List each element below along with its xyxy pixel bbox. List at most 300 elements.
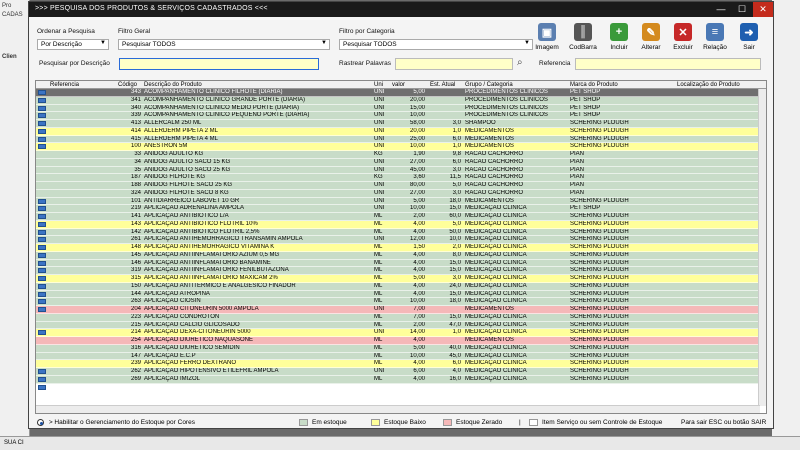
cell-uni: ML (374, 267, 383, 274)
cell-valor: 10,00 (409, 205, 425, 212)
cell-codigo: 148 (130, 244, 141, 250)
incluir-button[interactable] (603, 23, 635, 65)
background-app-sidebar (0, 0, 30, 450)
cell-marca: SCHERING PLOUGH (570, 375, 629, 382)
legend-in-stock-label: Em estoque (312, 419, 347, 427)
cell-codigo: 261 (130, 236, 141, 243)
cell-descricao: APLICAÇÃO IMIZOL (144, 375, 201, 382)
cell-valor: 20,00 (409, 127, 425, 134)
table-row[interactable] (36, 298, 766, 306)
cell-codigo: 319 (130, 267, 141, 274)
cell-grupo: MEDICAÇÃO CLINICA (465, 220, 527, 227)
product-image-icon (38, 377, 46, 382)
cell-grupo: PROCEDIMENTOS CLINICOS (465, 89, 548, 95)
cell-marca: PIAN (570, 151, 585, 157)
cell-descricao: APLICAÇÃO FERRO DEXTRANO (144, 360, 237, 367)
cell-uni: ML (374, 360, 383, 367)
cell-codigo: 262 (130, 368, 141, 374)
table-row[interactable] (36, 167, 766, 175)
cell-descricao: APLICAÇÃO ANTIBIOTICO L/A (144, 213, 229, 219)
legend-no-control-label: Item Serviço ou sem Controle de Estoque (542, 419, 663, 427)
cell-uni: UNI (374, 89, 385, 95)
cell-uni: ML (374, 344, 383, 351)
cell-codigo: 315 (130, 275, 141, 281)
category-filter-select[interactable] (339, 39, 533, 50)
table-row[interactable] (36, 205, 766, 213)
cell-grupo: RACAO CACHORRO (465, 189, 524, 196)
product-image-icon (38, 385, 46, 390)
products-grid (35, 80, 767, 414)
exit-hint: Para sair ESC ou botão SAIR (681, 419, 767, 426)
cell-grupo: RACAO CACHORRO (465, 166, 524, 173)
table-row[interactable] (36, 159, 766, 167)
cell-valor: 27,00 (409, 158, 425, 165)
table-row[interactable] (36, 291, 766, 299)
cell-grupo: PROCEDIMENTOS CLINICOS (465, 104, 548, 111)
cell-descricao: ACOMPANHAMENTO CLINICO PEQUENO PORTE (DIARIA) (144, 112, 310, 119)
cell-grupo: MEDICAMENTOS (465, 127, 514, 134)
cell-uni: ML (374, 251, 383, 258)
cell-estoque: 40,0 (449, 344, 461, 351)
cell-codigo: 100 (130, 143, 141, 150)
minimize-button[interactable]: — (716, 4, 726, 14)
column-header[interactable]: Localização do Produto (677, 82, 740, 88)
table-row[interactable] (36, 151, 766, 159)
cell-codigo: 187 (130, 174, 141, 181)
image-icon: ▣ (538, 23, 556, 41)
background-menu-item: CADAS (2, 12, 23, 18)
legend-zero-stock (443, 419, 502, 426)
table-row[interactable] (36, 267, 766, 275)
cell-uni: ML (374, 298, 383, 305)
cell-grupo: MEDICAÇÃO CLINICA (465, 244, 527, 250)
cell-codigo: 339 (130, 112, 141, 119)
cell-uni: UNI (374, 182, 385, 188)
cell-uni: ML (374, 220, 383, 227)
cell-grupo: MEDICAMENTOS (465, 135, 514, 142)
cell-uni: UNI (374, 143, 385, 150)
cell-descricao: APLICAÇÃO ATROPINA (144, 290, 210, 297)
table-row[interactable] (36, 306, 766, 314)
chevron-down-icon: ▼ (321, 40, 327, 46)
product-image-icon (38, 253, 46, 258)
cell-codigo: 144 (130, 290, 141, 297)
table-row[interactable] (36, 213, 766, 221)
cell-valor: 4,00 (413, 360, 425, 367)
order-select[interactable] (37, 39, 109, 50)
cell-grupo: MEDICAÇÃO CLINICA (465, 360, 527, 367)
cell-uni: UNI (374, 205, 385, 212)
cell-grupo: MEDICAÇÃO CLINICA (465, 375, 527, 382)
product-image-icon (38, 214, 46, 219)
grid-header (36, 81, 766, 89)
cell-valor: 27,00 (409, 189, 425, 196)
cell-estoque: 4,0 (452, 368, 461, 374)
grid-body (36, 89, 766, 391)
cell-estoque: 2,0 (452, 244, 461, 250)
product-image-icon (38, 261, 46, 266)
column-header[interactable]: Código (118, 82, 138, 88)
cell-estoque: 15,0 (449, 313, 461, 320)
cell-grupo: PROCEDIMENTOS CLINICOS (465, 112, 548, 119)
cell-marca: SCHERING PLOUGH (570, 337, 629, 343)
cell-valor: 4,00 (413, 337, 425, 343)
cell-valor: 4,00 (413, 220, 425, 227)
table-row[interactable] (36, 345, 766, 353)
table-row[interactable] (36, 198, 766, 206)
barcode-icon: ║ (574, 23, 592, 41)
cell-grupo: MEDICAMENTOS (465, 337, 514, 343)
cell-marca: SCHERING PLOUGH (570, 236, 629, 243)
cell-estoque: 60,0 (449, 213, 461, 219)
column-header[interactable]: Grupo / Categoria (465, 82, 513, 88)
cell-descricao: ANIDOG FILHOTE SACO 25 KG (144, 182, 233, 188)
table-row[interactable] (36, 376, 766, 384)
cell-valor: 4,00 (413, 228, 425, 235)
order-select-value: Por Descrição (41, 41, 82, 48)
cell-descricao: ANIDOG ADULTO SACO 25 KG (144, 166, 231, 173)
cell-valor: 10,00 (409, 298, 425, 305)
cell-valor: 5,00 (413, 344, 425, 351)
column-header[interactable]: Est. Atual (430, 82, 456, 88)
cell-grupo: MEDICAÇÃO CLINICA (465, 251, 527, 258)
product-image-icon (38, 121, 46, 126)
horizontal-scrollbar[interactable] (36, 405, 760, 413)
cell-estoque: 5,0 (452, 182, 461, 188)
cell-descricao: APLICAÇÃO ANTIINFLAMATORIO AZIUM 0,5 MG (144, 251, 280, 258)
edit-icon: ✎ (642, 23, 660, 41)
codbarra-button[interactable] (567, 23, 599, 65)
general-filter-select[interactable] (118, 39, 330, 50)
cell-valor: 14,00 (409, 329, 425, 336)
cell-descricao: APLICAÇÃO ADRENALINA AMPOLA (144, 205, 245, 212)
cell-grupo: RACAO CACHORRO (465, 174, 524, 181)
cell-uni: UNI (374, 197, 385, 204)
cell-estoque: 6,0 (452, 360, 461, 367)
cell-descricao: ALLERDERM PIPETA 4 ML (144, 135, 218, 142)
cell-grupo: MEDICAÇÃO CLINICA (465, 329, 527, 336)
table-row[interactable] (36, 174, 766, 182)
cell-descricao: ANIDOG FILHOTE SACO 8 KG (144, 189, 229, 196)
table-row[interactable] (36, 337, 766, 345)
cell-marca: SCHERING PLOUGH (570, 329, 629, 336)
cell-estoque: 3,0 (452, 189, 461, 196)
delete-icon: ✕ (674, 23, 692, 41)
cell-uni: UNI (374, 166, 385, 173)
cell-uni: UNI (374, 158, 385, 165)
table-row[interactable] (36, 260, 766, 268)
column-header[interactable]: Marca do Produto (570, 82, 618, 88)
table-row[interactable] (36, 384, 766, 392)
product-image-icon (38, 90, 46, 95)
cell-grupo: MEDICAMENTOS (465, 306, 514, 312)
filter-panel (29, 17, 773, 80)
cell-uni: UNI (374, 135, 385, 142)
table-row[interactable] (36, 329, 766, 337)
cell-codigo: 415 (130, 135, 141, 142)
cell-uni: ML (374, 259, 383, 266)
rela-o-button[interactable] (699, 23, 731, 65)
product-image-icon (38, 222, 46, 227)
cell-uni: UNI (374, 96, 385, 103)
cell-descricao: APLICAÇÃO CONDROTON (144, 313, 220, 320)
cell-valor: 5,00 (413, 275, 425, 281)
cell-marca: SCHERING PLOUGH (570, 220, 629, 227)
table-row[interactable] (36, 190, 766, 198)
cell-valor: 20,00 (409, 96, 425, 103)
table-row[interactable] (36, 97, 766, 105)
cell-valor: 4,00 (413, 290, 425, 297)
cell-valor: 3,60 (413, 174, 425, 181)
cell-estoque: 9,8 (452, 151, 461, 157)
cell-uni: UNI (374, 236, 385, 243)
excluir-button[interactable] (667, 23, 699, 65)
category-filter-label: Filtro por Categoria (339, 28, 395, 35)
cell-codigo: 413 (130, 120, 141, 126)
column-header[interactable]: valor (392, 82, 406, 88)
close-button[interactable]: ✕ (753, 2, 773, 17)
search-words-label: Rastrear Palavras (339, 60, 392, 67)
search-words-input[interactable] (395, 58, 513, 70)
cell-marca: SCHERING PLOUGH (570, 197, 629, 204)
cell-marca: PIAN (570, 189, 585, 196)
table-row[interactable] (36, 353, 766, 361)
cell-descricao: ACOMPANHAMENTO CLINICO MEDIO PORTE (DIARIA) (144, 104, 300, 111)
chevron-down-icon: ▼ (100, 40, 106, 46)
toolbar-button-label: Excluir (673, 44, 693, 51)
background-status-text: SUA CI (4, 440, 24, 446)
cell-marca: SCHERING PLOUGH (570, 135, 629, 142)
product-image-icon (38, 199, 46, 204)
cell-descricao: ALLERCALM 250 ML (144, 120, 202, 126)
legend-zero-stock-label: Estoque Zerado (456, 419, 503, 427)
table-row[interactable] (36, 229, 766, 237)
cell-valor: 2,00 (413, 321, 425, 328)
cell-uni: ML (374, 228, 383, 235)
cell-codigo: 269 (130, 375, 141, 382)
cell-marca: SCHERING PLOUGH (570, 282, 629, 289)
table-row[interactable] (36, 105, 766, 113)
cell-grupo: MEDICAMENTOS (465, 143, 514, 150)
cell-valor: 2,00 (413, 213, 425, 219)
general-filter-value: Pesquisar TODOS (122, 41, 176, 48)
cell-uni: ML (374, 290, 383, 297)
cell-grupo: MEDICAMENTOS (465, 197, 514, 204)
product-image-icon (38, 230, 46, 235)
cell-estoque: 6,0 (452, 158, 461, 165)
cell-descricao: APLICAÇÃO HIPOTENSIVO ETILEFRIL AMPOLA (144, 368, 279, 374)
cell-estoque: 1,0 (452, 127, 461, 134)
cell-marca: SCHERING PLOUGH (570, 251, 629, 258)
cell-valor: 10,00 (409, 112, 425, 119)
cell-valor: 12,00 (409, 236, 425, 243)
product-image-icon (38, 245, 46, 250)
cell-uni: ML (374, 321, 383, 328)
cell-grupo: MEDICAÇÃO CLINICA (465, 259, 527, 266)
cell-estoque: 16,0 (449, 375, 461, 382)
cell-descricao: ANIDOG FILHOTE KG (144, 174, 206, 181)
cell-uni: KG (374, 174, 383, 181)
table-row[interactable] (36, 221, 766, 229)
cell-codigo: 143 (130, 220, 141, 227)
table-row[interactable] (36, 128, 766, 136)
background-menu-item: Clien (2, 54, 17, 60)
imagem-button[interactable] (531, 23, 563, 65)
cell-descricao: APLICAÇÃO DEXA-CITONEURIN 5000 (144, 329, 251, 336)
table-row[interactable] (36, 322, 766, 330)
cell-valor: 1,90 (413, 151, 425, 157)
radio-selected-icon[interactable] (37, 419, 44, 426)
color-legend (29, 416, 773, 430)
table-row[interactable] (36, 120, 766, 128)
cell-descricao: ANIDOG ADULTO SACO 15 KG (144, 158, 231, 165)
table-row[interactable] (36, 244, 766, 252)
cell-descricao: APLICAÇÃO ANTIBIOTICO FLOTRIL 10% (144, 220, 258, 227)
table-row[interactable] (36, 360, 766, 368)
table-row[interactable] (36, 236, 766, 244)
cell-estoque: 15,0 (449, 267, 461, 274)
maximize-button[interactable]: ☐ (737, 4, 747, 14)
column-header[interactable]: Descrição do Produto (144, 82, 202, 88)
table-row[interactable] (36, 252, 766, 260)
cell-estoque: 24,0 (449, 282, 461, 289)
product-search-window (28, 1, 774, 429)
vertical-scrollbar[interactable] (758, 89, 766, 406)
product-image-icon (38, 330, 46, 335)
cell-descricao: ANIDOG ADULTO KG (144, 151, 204, 157)
cell-marca: PET SHOP (570, 112, 601, 119)
cell-descricao: ACOMPANHAMENTO CLINICO GRANDE PORTE (DIARIA) (144, 96, 306, 103)
cell-uni: ML (374, 244, 383, 250)
cell-marca: SCHERING PLOUGH (570, 213, 629, 219)
toolbar-button-label: Alterar (641, 44, 661, 51)
cell-marca: PET SHOP (570, 96, 601, 103)
cell-uni: UNI (374, 189, 385, 196)
cell-valor: 45,00 (409, 166, 425, 173)
toolbar-button-label: Sair (743, 44, 755, 51)
cell-grupo: PROCEDIMENTOS CLINICOS (465, 96, 548, 103)
cell-descricao: APLICAÇÃO E.C.P (144, 352, 196, 359)
table-row[interactable] (36, 283, 766, 291)
cell-codigo: 146 (130, 259, 141, 266)
cell-estoque: 6,0 (452, 135, 461, 142)
enable-color-option[interactable] (37, 419, 195, 426)
table-row[interactable] (36, 368, 766, 376)
cell-marca: SCHERING PLOUGH (570, 368, 629, 374)
background-app-right (772, 0, 800, 450)
cell-valor: 6,00 (413, 368, 425, 374)
cell-grupo: MEDICAÇÃO CLINICA (465, 298, 527, 305)
chevron-down-icon: ▼ (524, 40, 530, 46)
toolbar-button-label: Incluir (610, 44, 628, 51)
cell-estoque: 15,0 (449, 259, 461, 266)
cell-estoque: 5,0 (452, 220, 461, 227)
alterar-button[interactable] (635, 23, 667, 65)
product-image-icon (38, 106, 46, 111)
column-header[interactable]: Referencia (50, 82, 80, 88)
cell-uni: ML (374, 275, 383, 281)
cell-codigo: 215 (130, 321, 141, 328)
cell-marca: SCHERING PLOUGH (570, 275, 629, 281)
table-row[interactable] (36, 112, 766, 120)
cell-valor: 10,00 (409, 143, 425, 150)
cell-valor: 15,00 (409, 104, 425, 111)
cell-codigo: 145 (130, 251, 141, 258)
cell-grupo: RACAO CACHORRO (465, 151, 524, 157)
cell-estoque: 47,0 (449, 321, 461, 328)
cell-descricao: APLICAÇÃO ANTIBIOTICO FLOTRIL 2,5% (144, 228, 260, 235)
table-row[interactable] (36, 136, 766, 144)
cell-valor: 58,00 (409, 120, 425, 126)
table-row[interactable] (36, 143, 766, 151)
table-row[interactable] (36, 275, 766, 283)
cell-marca: SCHERING PLOUGH (570, 313, 629, 320)
green-swatch (299, 419, 308, 426)
cell-marca: SCHERING PLOUGH (570, 259, 629, 266)
product-image-icon (38, 369, 46, 374)
magnifier-icon[interactable]: ⌕ (517, 57, 523, 68)
cell-codigo: 340 (130, 104, 141, 111)
cell-valor: 7,00 (413, 306, 425, 312)
cell-descricao: APLICAÇÃO ANTITÉRMICO E ANALGÉSICO FINADOR (144, 282, 296, 289)
cell-descricao: APLICAÇÃO ANTIHEMORRAGICO VITAMINA K (144, 244, 275, 250)
cell-marca: SCHERING PLOUGH (570, 352, 629, 359)
cell-grupo: MEDICAÇÃO CLINICA (465, 352, 527, 359)
cell-marca: PIAN (570, 158, 585, 165)
cell-codigo: 341 (130, 96, 141, 103)
cell-estoque: 1,0 (452, 329, 461, 336)
cell-grupo: MEDICAÇÃO CLINICA (465, 267, 527, 274)
cell-descricao: APLICAÇÃO DIURETICO SEMIDIN (144, 344, 240, 351)
cell-valor: 80,00 (409, 182, 425, 188)
cell-codigo: 223 (130, 313, 141, 320)
cell-marca: SCHERING PLOUGH (570, 290, 629, 297)
cell-descricao: ANTIDIARREICO LABOVET 10 GR (144, 197, 240, 204)
add-icon: + (610, 23, 628, 41)
cell-marca: SCHERING PLOUGH (570, 298, 629, 305)
search-description-input[interactable] (119, 58, 319, 70)
cell-codigo: 150 (130, 282, 141, 289)
cell-uni: ML (374, 313, 383, 320)
column-header[interactable]: Uni (374, 82, 384, 88)
product-image-icon (38, 144, 46, 149)
cell-codigo: 414 (130, 127, 141, 134)
legend-low-stock-label: Estoque Baixo (384, 419, 426, 427)
cell-marca: SCHERING PLOUGH (570, 244, 629, 250)
cell-uni: ML (374, 213, 383, 219)
cell-grupo: MEDICAÇÃO CLINICA (465, 321, 527, 328)
product-image-icon (38, 276, 46, 281)
table-row[interactable] (36, 314, 766, 322)
sair-button[interactable] (733, 23, 765, 65)
cell-codigo: 141 (130, 213, 141, 219)
product-image-icon (38, 137, 46, 142)
cell-codigo: 254 (130, 337, 141, 343)
cell-estoque: 15,0 (449, 205, 461, 212)
cell-descricao: ALLERDERM PIPETA 2 ML (144, 127, 218, 134)
cell-uni: ML (374, 337, 383, 343)
cell-valor: 4,00 (413, 375, 425, 382)
cell-codigo: 101 (130, 197, 141, 204)
cell-estoque: 10,0 (449, 236, 461, 243)
cell-codigo: 263 (130, 298, 141, 305)
table-row[interactable] (36, 182, 766, 190)
cell-estoque: 3,0 (452, 120, 461, 126)
cell-codigo: 219 (130, 205, 141, 212)
cell-uni: UNI (374, 127, 385, 134)
category-filter-value: Pesquisar TODOS (343, 41, 397, 48)
table-row[interactable] (36, 89, 766, 97)
